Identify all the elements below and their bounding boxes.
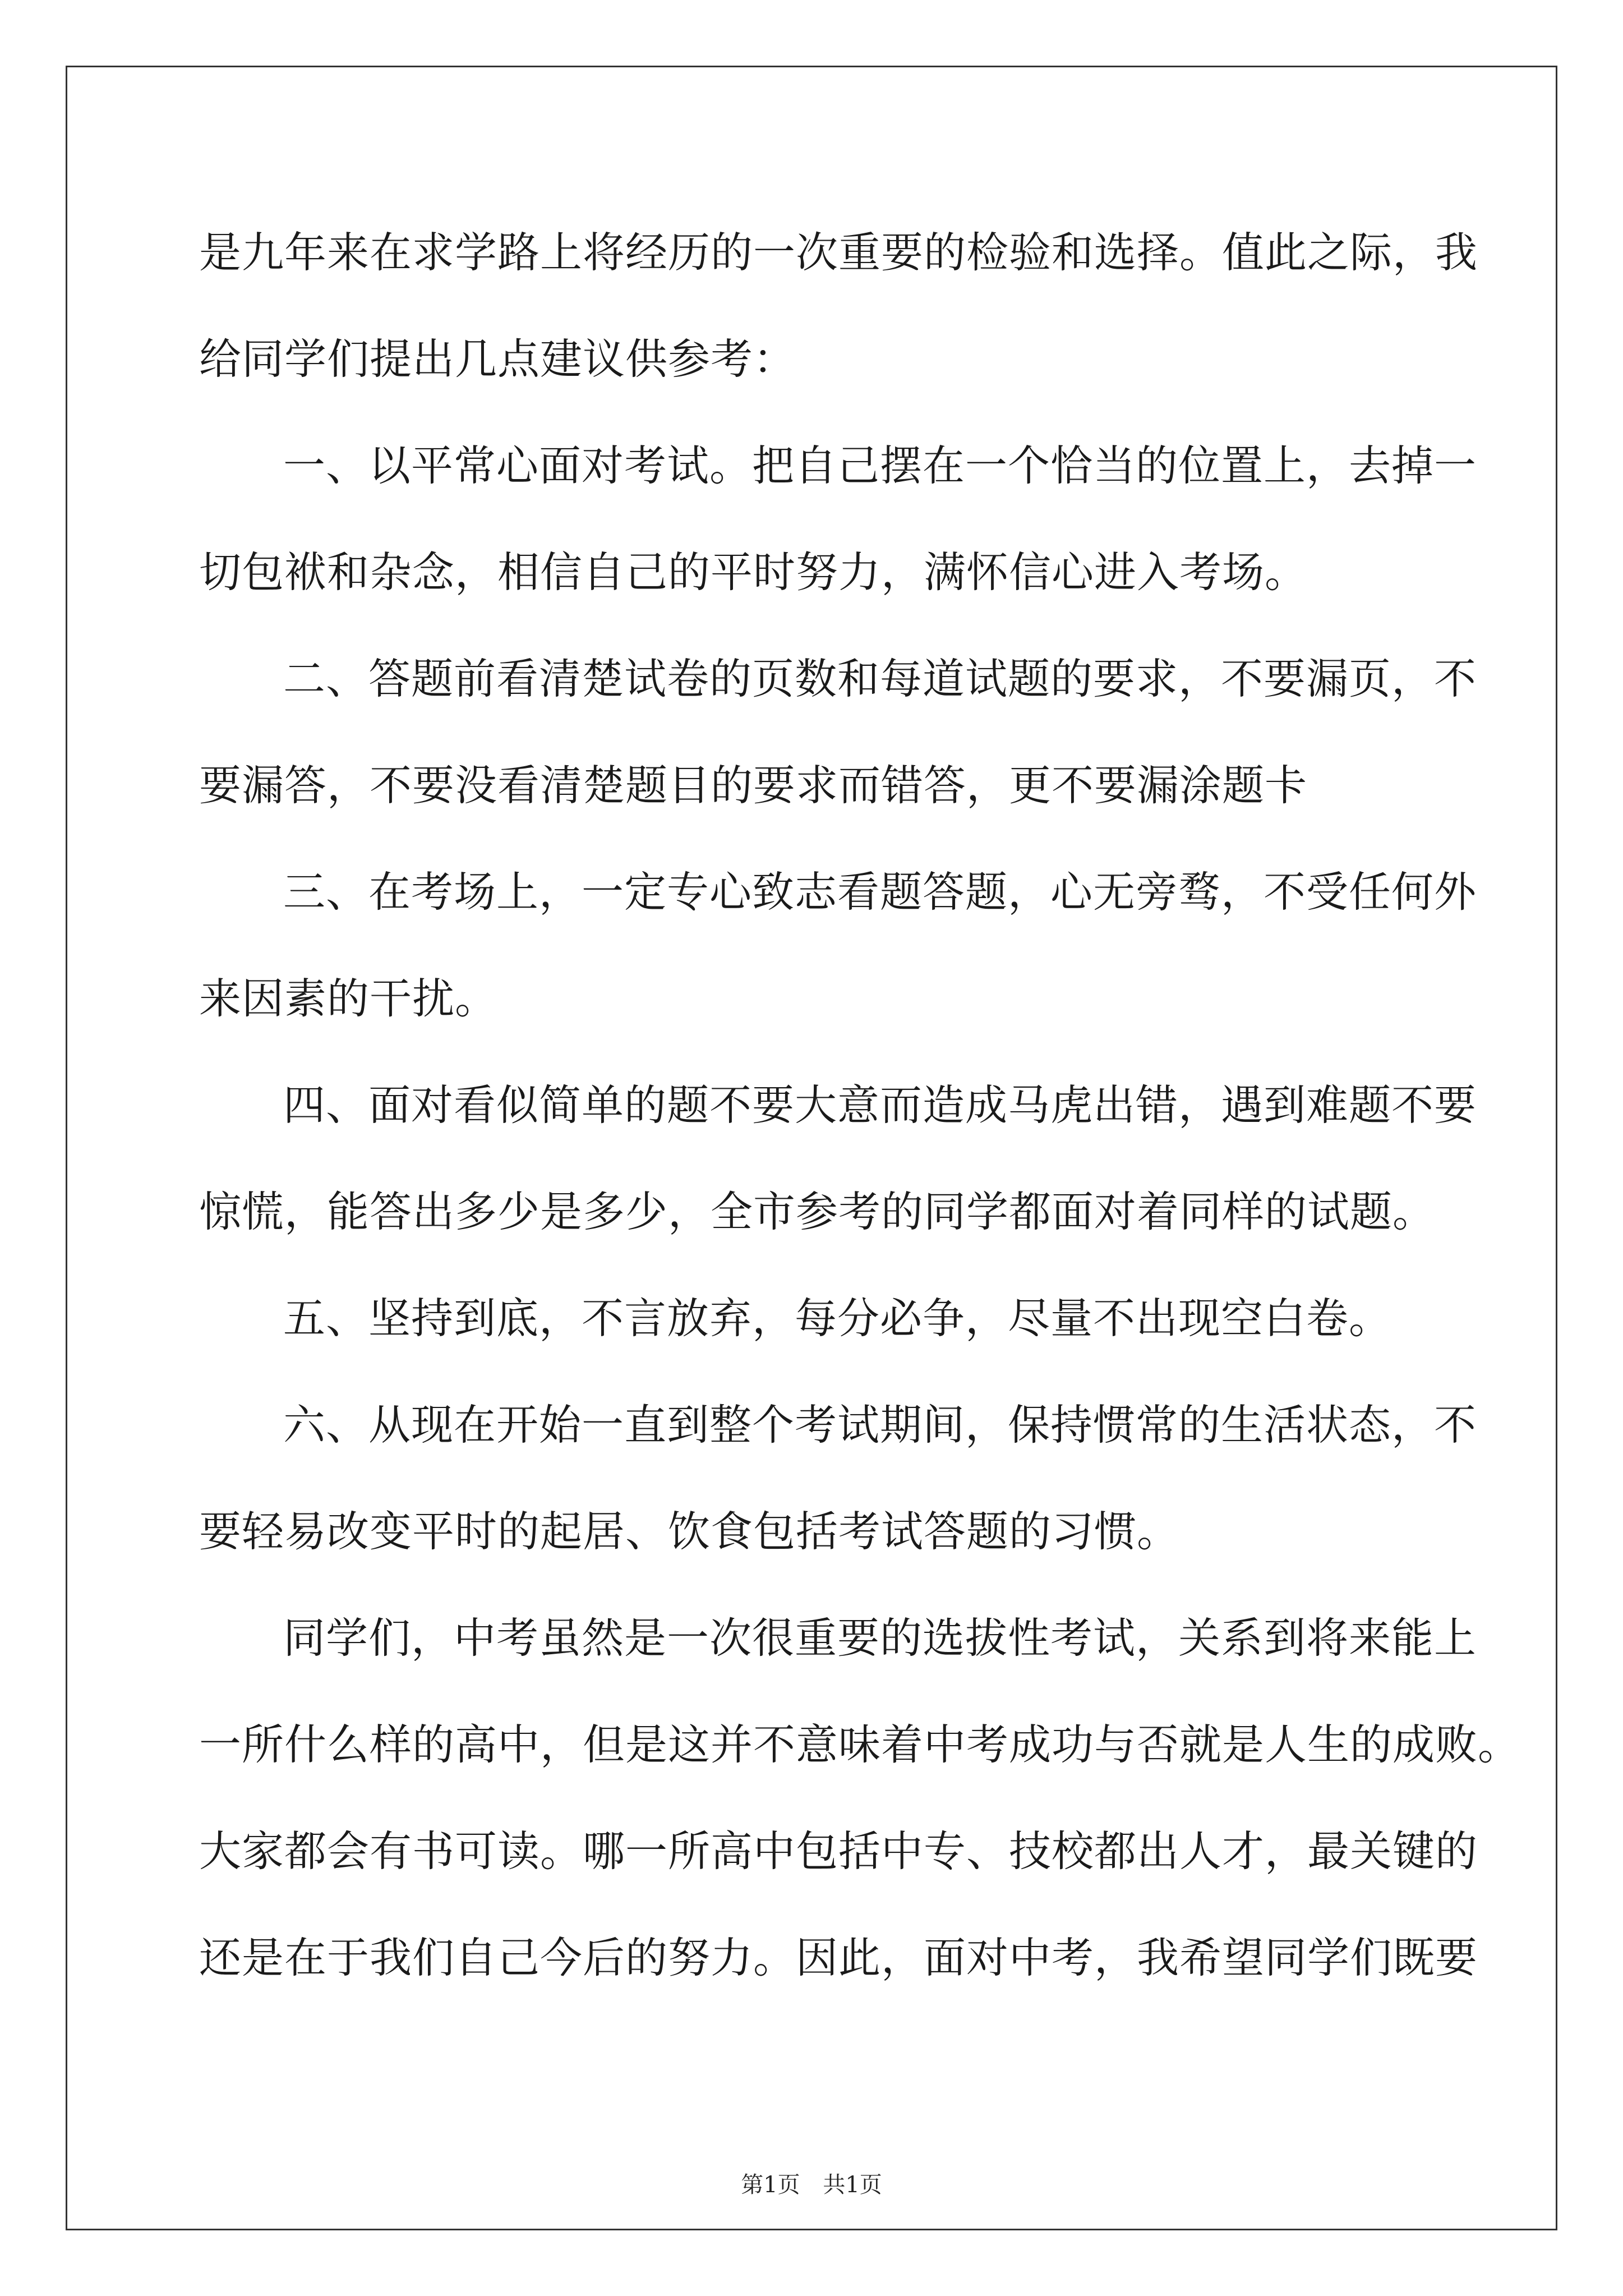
text-line: 一所什么样的高中，但是这并不意味着中考成功与否就是人生的成败。 — [199, 1720, 1521, 1769]
text-line: 还是在于我们自己今后的努力。因此，面对中考，我希望同学们既要 — [199, 1933, 1478, 1982]
text-line: 同学们，中考虽然是一次很重要的选拔性考试，关系到将来能上 — [283, 1613, 1477, 1663]
text-line: 五、坚持到底，不言放弃，每分必争，尽量不出现空白卷。 — [283, 1294, 1392, 1343]
text-line: 二、答题前看清楚试卷的页数和每道试题的要求，不要漏页，不 — [283, 654, 1477, 703]
page-border — [66, 66, 1557, 2230]
text-line: 要轻易改变平时的起居、饮食包括考试答题的习惯。 — [199, 1507, 1180, 1556]
text-line: 四、面对看似简单的题不要大意而造成马虎出错，遇到难题不要 — [283, 1080, 1477, 1130]
text-line: 惊慌，能答出多少是多少，全市参考的同学都面对着同样的试题。 — [199, 1187, 1436, 1236]
text-line: 三、在考场上，一定专心致志看题答题，心无旁骛，不受任何外 — [283, 867, 1477, 917]
page-total: 共1页 — [823, 2172, 882, 2198]
text-line: 切包袱和杂念，相信自己的平时努力，满怀信心进入考场。 — [199, 547, 1308, 597]
text-line: 给同学们提出几点建议供参考： — [199, 334, 796, 384]
text-line: 六、从现在开始一直到整个考试期间，保持惯常的生活状态，不 — [283, 1400, 1477, 1450]
text-line: 一、以平常心面对考试。把自己摆在一个恰当的位置上，去掉一 — [283, 441, 1477, 490]
text-line: 要漏答，不要没看清楚题目的要求而错答，更不要漏涂题卡 — [199, 761, 1308, 810]
text-line: 大家都会有书可读。哪一所高中包括中专、技校都出人才，最关键的 — [199, 1826, 1478, 1876]
page-footer — [0, 2171, 1623, 2199]
text-line: 是九年来在求学路上将经历的一次重要的检验和选择。值此之际，我 — [199, 228, 1478, 277]
page-number: 第1页 — [741, 2172, 800, 2198]
text-line: 来因素的干扰。 — [199, 974, 498, 1023]
